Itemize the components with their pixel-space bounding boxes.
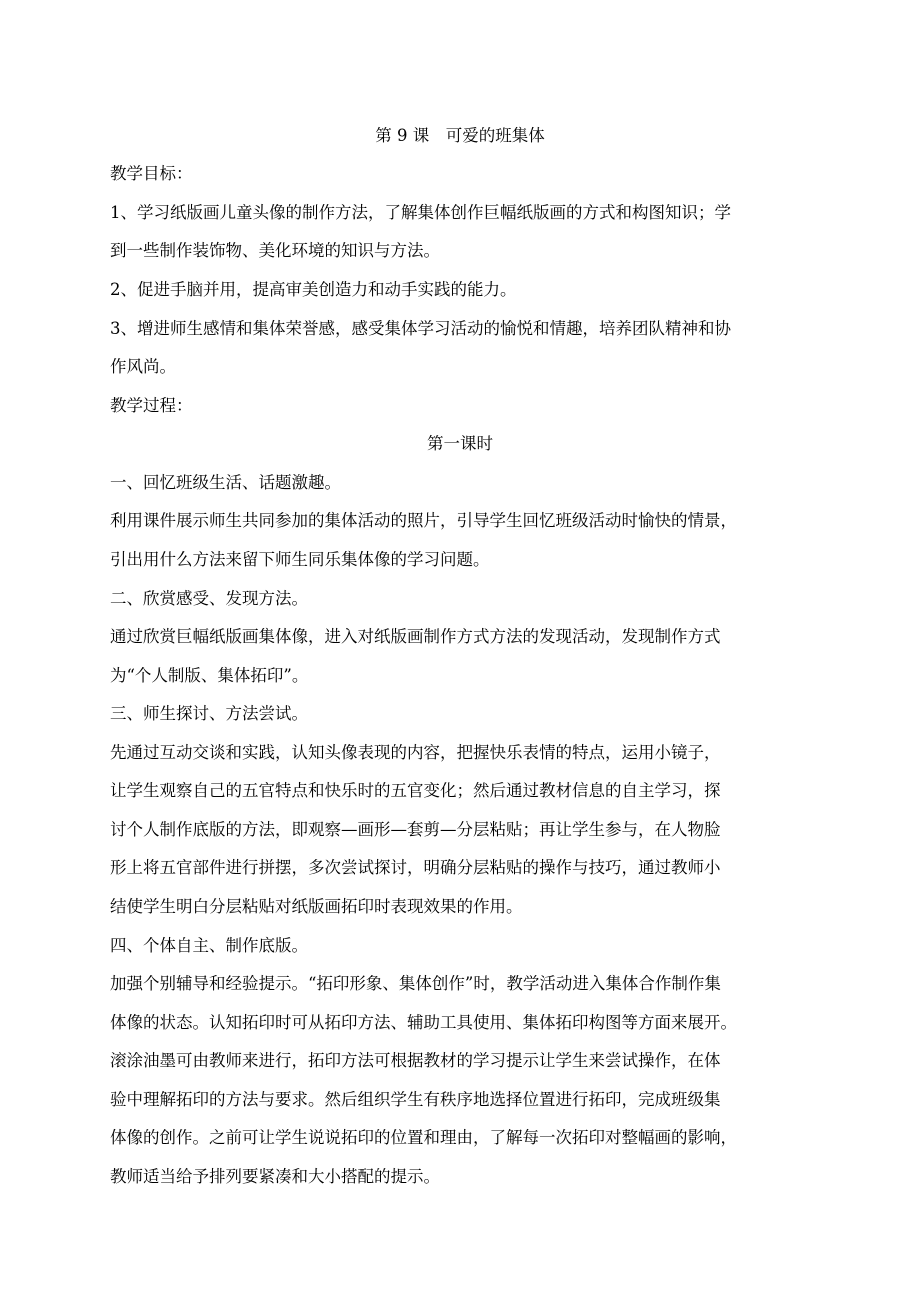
section-3-paragraph-line: 形上将五官部件进行拼摆，多次尝试探讨，明确分层粘贴的操作与技巧，通过教师小 — [110, 858, 721, 877]
section-4-paragraph-line: 加强个别辅导和经验提示。“拓印形象、集体创作”时，教学活动进入集体合作制作集 — [110, 974, 721, 993]
section-1-heading: 一、回忆班级生活、话题激趣。 — [110, 473, 341, 492]
page-title: 第 9 课 可爱的班集体 — [375, 126, 545, 145]
section-4-paragraph-line: 体像的状态。认知拓印时可从拓印方法、辅助工具使用、集体拓印构图等方面来展开。 — [110, 1013, 737, 1032]
section-2-paragraph-line: 为“个人制版、集体拓印”。 — [110, 666, 309, 685]
section-3-paragraph-line: 结使学生明白分层粘贴对纸版画拓印时表现效果的作用。 — [110, 897, 523, 916]
section-3-paragraph-line: 讨个人制作底版的方法，即观察—画形—套剪—分层粘贴；再让学生参与，在人物脸 — [110, 820, 721, 839]
process-heading: 教学过程： — [110, 396, 193, 415]
objective-1-line-2: 到一些制作装饰物、美化环境的知识与方法。 — [110, 241, 440, 260]
section-4-heading: 四、个体自主、制作底版。 — [110, 936, 308, 955]
section-4-paragraph-line: 教师适当给予排列要紧凑和大小搭配的提示。 — [110, 1167, 440, 1186]
section-4-paragraph-line: 验中理解拓印的方法与要求。然后组织学生有秩序地选择位置进行拓印，完成班级集 — [110, 1090, 721, 1109]
objective-3-line-2: 作风尚。 — [110, 357, 176, 376]
section-3-heading: 三、师生探讨、方法尝试。 — [110, 704, 308, 723]
section-4-paragraph-line: 滚涂油墨可由教师来进行，拓印方法可根据教材的学习提示让学生来尝试操作，在体 — [110, 1051, 721, 1070]
section-3-paragraph-line: 让学生观察自己的五官特点和快乐时的五官变化；然后通过教材信息的自主学习，探 — [110, 781, 721, 800]
section-2-paragraph-line: 通过欣赏巨幅纸版画集体像，进入对纸版画制作方式方法的发现活动，发现制作方式 — [110, 627, 721, 646]
section-1-paragraph-line: 引出用什么方法来留下师生同乐集体像的学习问题。 — [110, 550, 490, 569]
objective-3-line-1: 3、增进师生感情和集体荣誉感，感受集体学习活动的愉悦和情趣，培养团队精神和协 — [110, 319, 731, 338]
section-1-paragraph-line: 利用课件展示师生共同参加的集体活动的照片，引导学生回忆班级活动时愉快的情景， — [110, 511, 737, 530]
objectives-heading: 教学目标： — [110, 164, 193, 183]
objective-1-line-1: 1、学习纸版画儿童头像的制作方法，了解集体创作巨幅纸版画的方式和构图知识；学 — [110, 203, 731, 222]
section-3-paragraph-line: 先通过互动交谈和实践，认知头像表现的内容，把握快乐表情的特点，运用小镜子， — [110, 743, 721, 762]
lesson-heading: 第一课时 — [427, 434, 493, 453]
section-4-paragraph-line: 体像的创作。之前可让学生说说拓印的位置和理由，了解每一次拓印对整幅画的影响， — [110, 1128, 737, 1147]
section-2-heading: 二、欣赏感受、发现方法。 — [110, 589, 308, 608]
objective-2: 2、促进手脑并用，提高审美创造力和动手实践的能力。 — [110, 280, 517, 299]
